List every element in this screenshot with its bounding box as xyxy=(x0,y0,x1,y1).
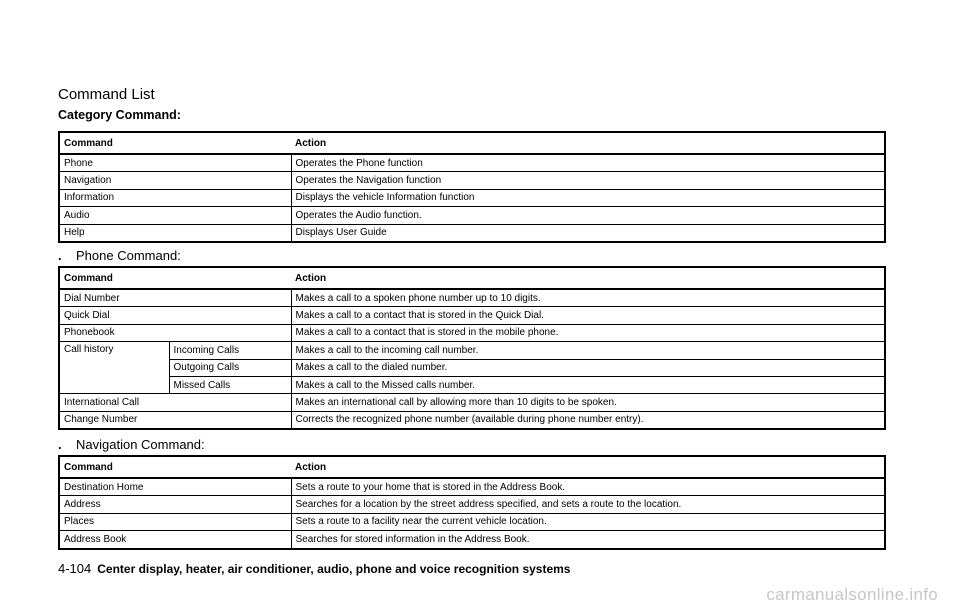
navigation-command-table xyxy=(58,455,886,550)
action-cell: Sets a route to your home that is stored in the Address Book. xyxy=(291,478,885,496)
sub-command-cell: Incoming Calls xyxy=(169,342,291,359)
command-cell: Destination Home xyxy=(59,478,291,496)
watermark: carmanualsonline.info xyxy=(766,585,938,604)
table-row xyxy=(59,172,885,189)
command-cell: Navigation xyxy=(59,172,291,189)
column-header-command: Command xyxy=(59,132,291,154)
table-row xyxy=(59,513,885,530)
table-row xyxy=(59,531,885,549)
action-cell: Displays User Guide xyxy=(291,224,885,242)
action-cell: Makes an international call by allowing more than 10 digits to be spoken. xyxy=(291,394,885,411)
sub-command-cell: Missed Calls xyxy=(169,376,291,393)
command-cell: Call history xyxy=(59,342,169,394)
action-cell: Searches for stored information in the Address Book. xyxy=(291,531,885,549)
action-cell: Makes a call to the incoming call number. xyxy=(291,342,885,359)
action-cell: Sets a route to a facility near the current vehicle location. xyxy=(291,513,885,530)
command-cell: Audio xyxy=(59,207,291,224)
action-cell: Operates the Navigation function xyxy=(291,172,885,189)
section-title: Center display, heater, air conditioner, audio, phone and voice recognition systems xyxy=(97,562,571,576)
table-row xyxy=(59,496,885,513)
action-cell: Makes a call to the dialed number. xyxy=(291,359,885,376)
table-row xyxy=(59,376,885,393)
command-cell: Change Number xyxy=(59,411,291,429)
page-number: 4-104 xyxy=(58,561,92,576)
phone-command-table xyxy=(58,266,886,430)
command-cell: Places xyxy=(59,513,291,530)
column-header-command: Command xyxy=(59,456,291,478)
table-row xyxy=(59,359,885,376)
table-row xyxy=(59,307,885,324)
page-footer xyxy=(58,561,570,576)
action-cell: Makes a call to a contact that is stored in the Quick Dial. xyxy=(291,307,885,324)
command-cell: Information xyxy=(59,189,291,206)
column-header-action: Action xyxy=(291,267,885,289)
action-cell: Makes a call to the Missed calls number. xyxy=(291,376,885,393)
category-command-heading: Category Command: xyxy=(58,108,181,122)
column-header-action: Action xyxy=(291,132,885,154)
category-command-table xyxy=(58,131,886,243)
command-cell: Address xyxy=(59,496,291,513)
command-cell: Help xyxy=(59,224,291,242)
table-row xyxy=(59,207,885,224)
command-cell: International Call xyxy=(59,394,291,411)
table-row xyxy=(59,342,885,359)
table-row xyxy=(59,478,885,496)
command-cell: Dial Number xyxy=(59,289,291,307)
table-row xyxy=(59,224,885,242)
action-cell: Searches for a location by the street address specified, and sets a route to the location. xyxy=(291,496,885,513)
column-header-command: Command xyxy=(59,267,291,289)
heading-label: Phone Command: xyxy=(76,248,181,263)
table-row xyxy=(59,324,885,341)
action-cell: Corrects the recognized phone number (available during phone number entry). xyxy=(291,411,885,429)
command-cell: Phonebook xyxy=(59,324,291,341)
command-cell: Address Book xyxy=(59,531,291,549)
table-row xyxy=(59,411,885,429)
table-row xyxy=(59,394,885,411)
page-title: Command List xyxy=(58,86,155,103)
bullet-marker: . xyxy=(58,437,62,452)
action-cell: Makes a call to a spoken phone number up to 10 digits. xyxy=(291,289,885,307)
action-cell: Operates the Phone function xyxy=(291,154,885,172)
table-row xyxy=(59,189,885,206)
bullet-marker: . xyxy=(58,248,62,263)
column-header-action: Action xyxy=(291,456,885,478)
table-row xyxy=(59,289,885,307)
navigation-command-heading xyxy=(58,437,205,452)
heading-label: Navigation Command: xyxy=(76,437,205,452)
phone-command-heading xyxy=(58,248,181,263)
action-cell: Operates the Audio function. xyxy=(291,207,885,224)
action-cell: Displays the vehicle Information function xyxy=(291,189,885,206)
command-cell: Quick Dial xyxy=(59,307,291,324)
table-row xyxy=(59,154,885,172)
action-cell: Makes a call to a contact that is stored in the mobile phone. xyxy=(291,324,885,341)
sub-command-cell: Outgoing Calls xyxy=(169,359,291,376)
command-cell: Phone xyxy=(59,154,291,172)
